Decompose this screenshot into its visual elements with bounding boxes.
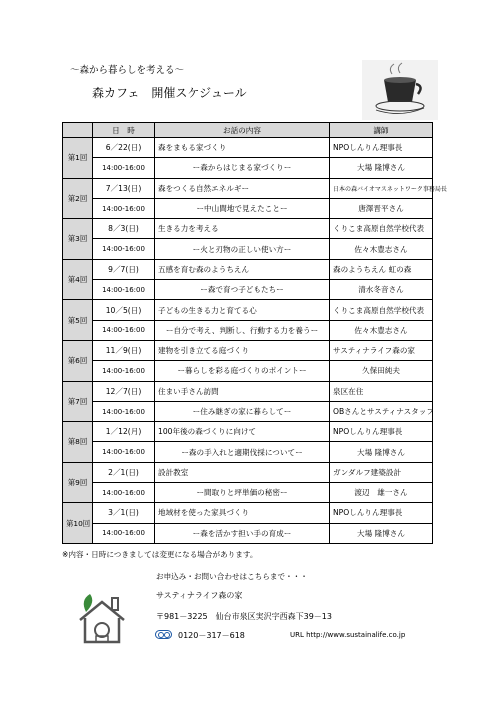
session-topic: 地域材を使った家具づくり <box>155 503 330 523</box>
page-header <box>0 0 500 120</box>
coffee-cup-illustration <box>362 60 438 120</box>
session-topic: 五感を育む森のようちえん <box>155 259 330 279</box>
session-time: 14:00-16:00 <box>93 198 155 218</box>
session-subtopic: ー自分で考え、判断し、行動する力を養うー <box>155 320 330 340</box>
table-row <box>63 198 433 218</box>
page-title: 森カフェ 開催スケジュール <box>92 86 247 100</box>
speaker-name: 久保田純夫 <box>330 361 433 381</box>
session-time: 14:00-16:00 <box>93 483 155 503</box>
session-number: 第4回 <box>63 259 93 300</box>
session-time: 14:00-16:00 <box>93 442 155 462</box>
session-time: 14:00-16:00 <box>93 158 155 178</box>
session-time: 14:00-16:00 <box>93 239 155 259</box>
table-row <box>63 138 433 158</box>
session-date: 7／13(日) <box>93 178 155 198</box>
session-number: 第8回 <box>63 422 93 463</box>
speaker-name: 大場 隆博さん <box>330 158 433 178</box>
session-subtopic: ー中山間地で見えたことー <box>155 198 330 218</box>
speaker-org: NPOしんりん理事長 <box>330 138 433 158</box>
header-cell-number <box>63 123 93 138</box>
table-row <box>63 442 433 462</box>
postal-address: 〒981－3225 仙台市泉区実沢字西森下39－13 <box>156 612 332 621</box>
session-time: 14:00-16:00 <box>93 320 155 340</box>
session-date: 10／5(日) <box>93 300 155 320</box>
table-row <box>63 422 433 442</box>
table-row <box>63 401 433 421</box>
session-time: 14:00-16:00 <box>93 523 155 543</box>
session-date: 6／22(日) <box>93 138 155 158</box>
session-subtopic: ー暮らしを彩る庭づくりのポイントー <box>155 361 330 381</box>
speaker-name: 大場 隆博さん <box>330 442 433 462</box>
speaker-org: NPOしんりん理事長 <box>330 422 433 442</box>
speaker-name: OBさんとサスティナスタッフ <box>330 401 433 421</box>
session-subtopic: ー森の手入れと適期伐採についてー <box>155 442 330 462</box>
speaker-name: 渡辺 雄一さん <box>330 483 433 503</box>
session-subtopic: ー森からはじまる家づくりー <box>155 158 330 178</box>
table-row <box>63 158 433 178</box>
speaker-org: NPOしんりん理事長 <box>330 503 433 523</box>
speaker-org: ガンダルフ建築設計 <box>330 462 433 482</box>
session-topic: 森をまもる家づくり <box>155 138 330 158</box>
table-row <box>63 239 433 259</box>
session-number: 第9回 <box>63 462 93 503</box>
speaker-name: 佐々木豊志さん <box>330 239 433 259</box>
session-date: 11／9(日) <box>93 340 155 360</box>
session-subtopic: ー火と刃物の正しい使い方ー <box>155 239 330 259</box>
session-time: 14:00-16:00 <box>93 361 155 381</box>
table-row <box>63 219 433 239</box>
session-topic: 建物を引き立てる庭づくり <box>155 340 330 360</box>
speaker-org: 森のようちえん 虹の森 <box>330 259 433 279</box>
speaker-org: くりこま高原自然学校代表 <box>330 219 433 239</box>
session-topic: 生きる力を考える <box>155 219 330 239</box>
subtitle: ～森から暮らしを考える～ <box>70 65 185 76</box>
speaker-org: 泉区在住 <box>330 381 433 401</box>
speaker-name: 清水冬音さん <box>330 280 433 300</box>
change-notice: ※内容・日時につきましては変更になる場合があります。 <box>62 550 258 559</box>
session-time: 14:00-16:00 <box>93 280 155 300</box>
table-row <box>63 462 433 482</box>
session-date: 8／3(日) <box>93 219 155 239</box>
table-row <box>63 503 433 523</box>
session-topic: 子どもの生きる力と育てる心 <box>155 300 330 320</box>
session-number: 第7回 <box>63 381 93 422</box>
speaker-name: 佐々木豊志さん <box>330 320 433 340</box>
session-topic: 森をつくる自然エネルギー <box>155 178 330 198</box>
organization-name: サスティナライフ森の家 <box>156 591 243 600</box>
speaker-org: 日本の森バイオマスネットワーク事務局長 <box>330 178 433 198</box>
speaker-org: くりこま高原自然学校代表 <box>330 300 433 320</box>
session-subtopic: ー間取りと坪単価の秘密ー <box>155 483 330 503</box>
session-number: 第1回 <box>63 138 93 179</box>
speaker-org: サスティナライフ森の家 <box>330 340 433 360</box>
session-number: 第2回 <box>63 178 93 219</box>
contact-lead: お申込み・お問い合わせはこちらまで・・・ <box>156 572 308 581</box>
table-row <box>63 523 433 543</box>
table-row <box>63 320 433 340</box>
session-subtopic: ー森を活かす担い手の育成ー <box>155 523 330 543</box>
session-date: 3／1(日) <box>93 503 155 523</box>
phone-number[interactable]: 0120－317－618 <box>178 631 245 640</box>
session-date: 2／1(日) <box>93 462 155 482</box>
speaker-name: 大場 隆博さん <box>330 523 433 543</box>
speaker-name: 唐澤晋平さん <box>330 198 433 218</box>
house-leaf-logo <box>72 590 130 646</box>
header-cell-date: 日 時 <box>93 123 155 138</box>
header-cell-topic: お話の内容 <box>155 123 330 138</box>
freedial-icon <box>155 630 172 639</box>
header-cell-speaker: 講師 <box>330 123 433 138</box>
table-row <box>63 280 433 300</box>
table-row <box>63 300 433 320</box>
session-date: 12／7(日) <box>93 381 155 401</box>
session-number: 第6回 <box>63 340 93 381</box>
session-topic: 住まい手さん訪問 <box>155 381 330 401</box>
session-topic: 設計教室 <box>155 462 330 482</box>
table-row <box>63 361 433 381</box>
table-header-row <box>63 123 433 138</box>
table-row <box>63 381 433 401</box>
session-time: 14:00-16:00 <box>93 401 155 421</box>
session-number: 第10回 <box>63 503 93 544</box>
session-date: 1／12(月) <box>93 422 155 442</box>
table-row <box>63 259 433 279</box>
session-number: 第5回 <box>63 300 93 341</box>
session-number: 第3回 <box>63 219 93 260</box>
schedule-table <box>62 122 447 544</box>
table-row <box>63 483 433 503</box>
session-subtopic: ー住み継ぎの家に暮らしてー <box>155 401 330 421</box>
session-date: 9／7(日) <box>93 259 155 279</box>
session-topic: 100年後の森づくりに向けて <box>155 422 330 442</box>
table-row <box>63 178 433 198</box>
website-url[interactable]: URL http://www.sustainalife.co.jp <box>290 631 406 639</box>
table-row <box>63 340 433 360</box>
session-subtopic: ー森で育つ子どもたちー <box>155 280 330 300</box>
